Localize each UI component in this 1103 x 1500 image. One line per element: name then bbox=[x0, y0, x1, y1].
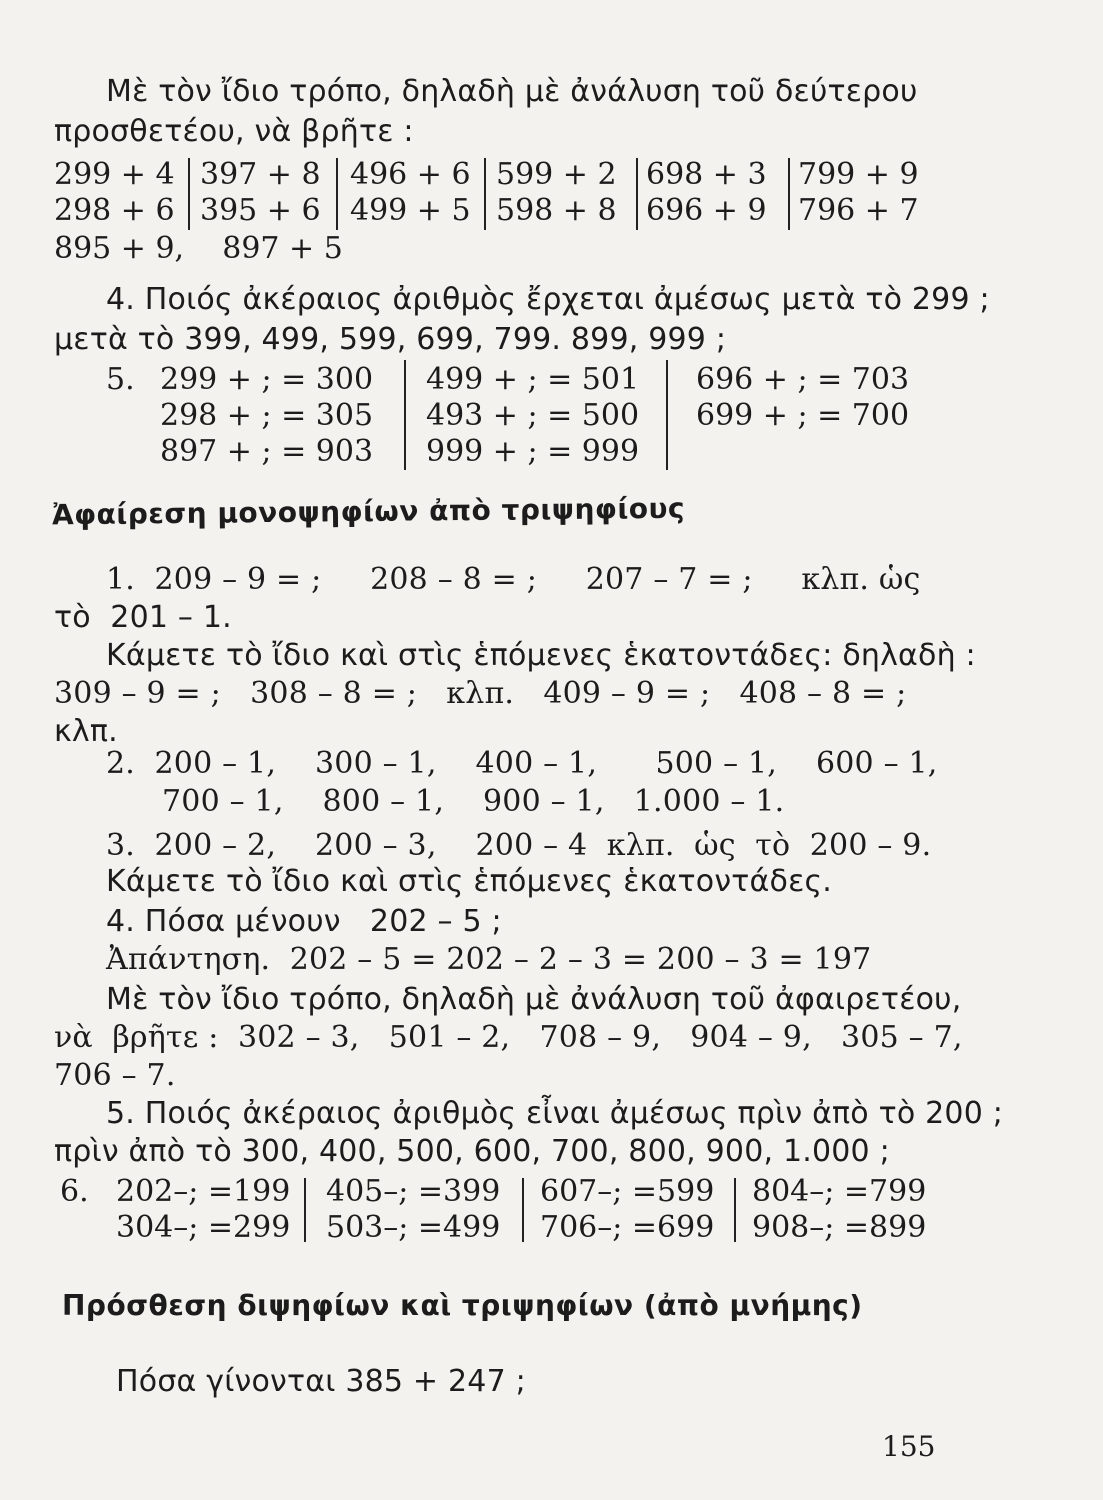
section-heading-subtraction: Ἀφαίρεση μονοψηφίων ἀπὸ τριψηφίους bbox=[51, 491, 686, 532]
column-divider bbox=[304, 1178, 306, 1242]
grid-cell: 598 + 8 bbox=[496, 193, 617, 228]
grid-cell: 299 + 4 bbox=[54, 157, 175, 192]
grid-cell: 493 + ; = 500 bbox=[426, 398, 640, 433]
grid-cell: 503–; =499 bbox=[326, 1210, 501, 1245]
column-divider bbox=[734, 1178, 736, 1242]
sub-ex5-line-1: 5. Ποιός ἀκέραιος ἀριθμὸς εἶναι ἀμέσως πρὶν ἀπὸ τὸ 200 ; bbox=[106, 1096, 1004, 1131]
grid-cell: 796 + 7 bbox=[798, 193, 919, 228]
grid-cell: 499 + 5 bbox=[350, 193, 471, 228]
grid-cell: 897 + ; = 903 bbox=[160, 434, 374, 469]
ex4-line-2: μετὰ τὸ 399, 499, 599, 699, 799. 899, 999 ; bbox=[54, 322, 727, 357]
grid-cell: 908–; =899 bbox=[752, 1210, 927, 1245]
grid-cell: 599 + 2 bbox=[496, 157, 617, 192]
column-divider bbox=[522, 1178, 524, 1242]
page-number: 155 bbox=[882, 1430, 936, 1463]
sub-ex3-line-1: 3. 200 – 2, 200 – 3, 200 – 4 κλπ. ὡς τὸ 200 – 9. bbox=[106, 828, 932, 863]
grid-cell: 799 + 9 bbox=[798, 157, 919, 192]
grid-cell: 699 + ; = 700 bbox=[696, 398, 910, 433]
column-divider bbox=[336, 158, 338, 230]
sub-ex4-line-4: νὰ βρῆτε : 302 – 3, 501 – 2, 708 – 9, 904 – 9, 305 – 7, bbox=[54, 1020, 963, 1055]
column-divider bbox=[666, 360, 668, 470]
grid-cell: 298 + ; = 305 bbox=[160, 398, 374, 433]
exercise-label: 6. bbox=[60, 1174, 89, 1209]
grid-cell: 804–; =799 bbox=[752, 1174, 927, 1209]
sub-ex1-line-1: 1. 209 – 9 = ; 208 – 8 = ; 207 – 7 = ; κλπ. ὡς bbox=[106, 562, 921, 597]
grid-cell: 696 + 9 bbox=[646, 193, 767, 228]
sub-ex1-line-3: Κάμετε τὸ ἴδιο καὶ στὶς ἑπόμενες ἑκατοντάδες: δηλαδὴ : bbox=[106, 638, 976, 673]
column-divider bbox=[788, 158, 790, 230]
sub-ex4-line-5: 706 – 7. bbox=[54, 1058, 176, 1093]
column-divider bbox=[636, 158, 638, 230]
intro-line-1: Μὲ τὸν ἴδιο τρόπο, δηλαδὴ μὲ ἀνάλυση τοῦ δεύτερου bbox=[106, 74, 918, 109]
sub-ex4-line-3: Μὲ τὸν ἴδιο τρόπο, δηλαδὴ μὲ ἀνάλυση τοῦ ἀφαιρετέου, bbox=[106, 982, 962, 1017]
intro-line-2: προσθετέου, νὰ βρῆτε : bbox=[54, 114, 414, 149]
grid-cell: 395 + 6 bbox=[200, 193, 321, 228]
grid-cell: 499 + ; = 501 bbox=[426, 362, 640, 397]
sub-ex5-line-2: πρὶν ἀπὸ τὸ 300, 400, 500, 600, 700, 800, 900, 1.000 ; bbox=[54, 1134, 890, 1169]
grid-cell: 607–; =599 bbox=[540, 1174, 715, 1209]
sub-ex2-line-1: 2. 200 – 1, 300 – 1, 400 – 1, 500 – 1, 600 – 1, bbox=[106, 746, 938, 781]
sub-ex2-line-2: 700 – 1, 800 – 1, 900 – 1, 1.000 – 1. bbox=[162, 784, 785, 819]
sub-ex3-line-2: Κάμετε τὸ ἴδιο καὶ στὶς ἑπόμενες ἑκατοντάδες. bbox=[106, 864, 833, 899]
grid-extra: 895 + 9, 897 + 5 bbox=[54, 231, 343, 266]
final-question: Πόσα γίνονται 385 + 247 ; bbox=[116, 1364, 526, 1399]
grid-cell: 397 + 8 bbox=[200, 157, 321, 192]
sub-ex4-line-1: 4. Πόσα μένουν 202 – 5 ; bbox=[106, 904, 502, 939]
grid-cell: 706–; =699 bbox=[540, 1210, 715, 1245]
sub-ex4-line-2: Ἀπάντηση. 202 – 5 = 202 – 2 – 3 = 200 – 3 = 197 bbox=[106, 942, 872, 977]
ex4-line-1: 4. Ποιός ἀκέραιος ἀριθμὸς ἔρχεται ἀμέσως μετὰ τὸ 299 ; bbox=[106, 282, 990, 317]
grid-cell: 405–; =399 bbox=[326, 1174, 501, 1209]
grid-cell: 496 + 6 bbox=[350, 157, 471, 192]
section-heading-addition: Πρόσθεση διψηφίων καὶ τριψηφίων (ἀπὸ μνήμης) bbox=[62, 1289, 863, 1322]
grid-cell: 999 + ; = 999 bbox=[426, 434, 640, 469]
sub-ex1-line-5: κλπ. bbox=[54, 714, 118, 749]
column-divider bbox=[484, 158, 486, 230]
column-divider bbox=[404, 360, 406, 470]
sub-ex1-line-2: τὸ 201 – 1. bbox=[54, 600, 232, 635]
exercise-label: 5. bbox=[106, 362, 135, 397]
column-divider bbox=[188, 158, 190, 230]
grid-cell: 299 + ; = 300 bbox=[160, 362, 374, 397]
sub-ex1-line-4: 309 – 9 = ; 308 – 8 = ; κλπ. 409 – 9 = ; 408 – 8 = ; bbox=[54, 676, 907, 711]
grid-cell: 202–; =199 bbox=[116, 1174, 291, 1209]
grid-cell: 304–; =299 bbox=[116, 1210, 291, 1245]
grid-cell: 698 + 3 bbox=[646, 157, 767, 192]
grid-cell: 696 + ; = 703 bbox=[696, 362, 910, 397]
grid-cell: 298 + 6 bbox=[54, 193, 175, 228]
